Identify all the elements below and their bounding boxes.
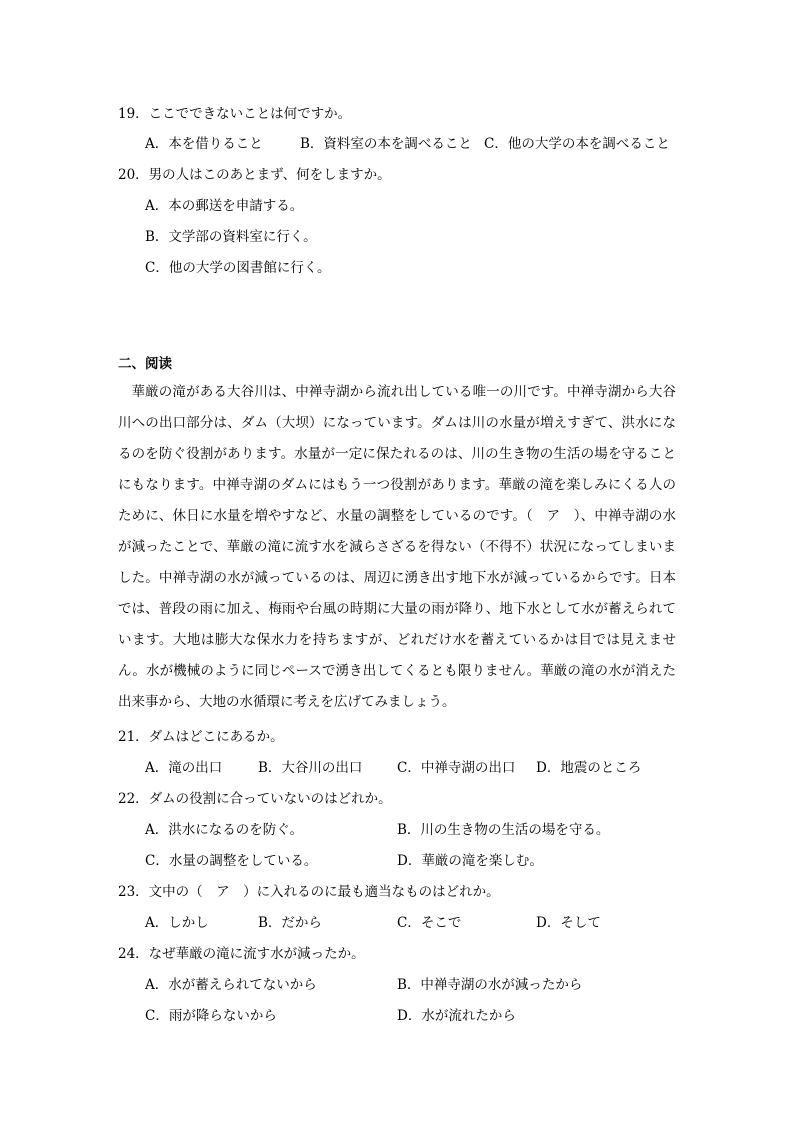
q24-option-a: A．水が蓄えられてないから <box>145 977 317 993</box>
q21-option-c: C．中禅寺湖の出口 <box>397 760 516 776</box>
q19-option-a: A．本を借りること <box>145 136 263 152</box>
q24-option-c: C．雨が降らないから <box>145 1008 277 1024</box>
section-heading-reading: 二、阅读 <box>118 356 172 372</box>
q23-option-b: B．だから <box>258 915 322 931</box>
question-24: 24．なぜ華厳の滝に流す水が減ったか。 <box>118 946 365 962</box>
q21-option-b: B．大谷川の出口 <box>258 760 363 776</box>
q24-option-b: B．中禅寺湖の水が減ったから <box>397 977 583 993</box>
q20-option-b: B．文学部の資料室に行く。 <box>145 229 317 245</box>
question-21: 21．ダムはどこにあるか。 <box>118 729 284 745</box>
question-23: 23．文中の（ ア ）に入れるのに最も適当なものはどれか。 <box>118 884 500 900</box>
q22-option-b: B．川の生き物の生活の場を守る。 <box>397 822 610 838</box>
q23-option-c: C．そこで <box>397 915 462 931</box>
question-22: 22．ダムの役割に合っていないのはどれか。 <box>118 791 392 807</box>
q21-option-a: A．滝の出口 <box>145 760 223 776</box>
q19-option-c: C．他の大学の本を調べること <box>484 136 670 152</box>
q19-option-b: B．資料室の本を調べること <box>300 136 472 152</box>
question-20: 20．男の人はこのあとまず、何をしますか。 <box>118 167 391 183</box>
q22-option-d: D．華厳の滝を楽しむ。 <box>397 853 543 869</box>
q21-option-d: D．地震のところ <box>536 760 642 776</box>
q23-option-a: A．しかし <box>145 915 209 931</box>
q20-option-a: A．本の郵送を申請する。 <box>145 198 304 214</box>
q22-option-a: A．洪水になるのを防ぐ。 <box>145 822 303 838</box>
q22-option-c: C．水量の調整をしている。 <box>145 853 318 869</box>
question-19: 19．ここでできないことは何ですか。 <box>118 106 352 122</box>
q23-option-d: D．そして <box>536 915 601 931</box>
q24-option-d: D．水が流れたから <box>397 1008 516 1024</box>
reading-passage: 華厳の滝がある大谷川は、中禅寺湖から流れ出している唯一の川です。中禅寺湖から大谷川への出口部分は、ダム（大坝）になっています。ダムは川の水量が増えすぎて、洪水になるのを防ぐ役割があります。水量が一定に保たれるのは、川の生き物の生活の場を守ることにもなります。中禅寺湖のダムにはもう一つ役割があります。華厳の滝を楽しみにくる人のために、休日に水量を増やすなど、水量の調整をしているのです。（ ア ）、中禅寺湖の水が減ったことで、華厳の滝に流す水を減らさざるを得ない（不得不）状況になってしまいました。中禅寺湖の水が減っているのは、周辺に湧き出す地下水が減っているからです。日本では、普段の雨に加え、梅雨や台風の時期に大量の雨が降り、地下水として水が蓄えられています。大地は膨大な保水力を持ちますが、どれだけ水を蓄えているかは目では見えません。水が機械のように同じペースで湧き出してくるとも限りません。華厳の滝の水が消えた出来事から、大地の水循環に考えを広げてみましょう。 <box>118 384 676 710</box>
q20-option-c: C．他の大学の図書館に行く。 <box>145 260 331 276</box>
